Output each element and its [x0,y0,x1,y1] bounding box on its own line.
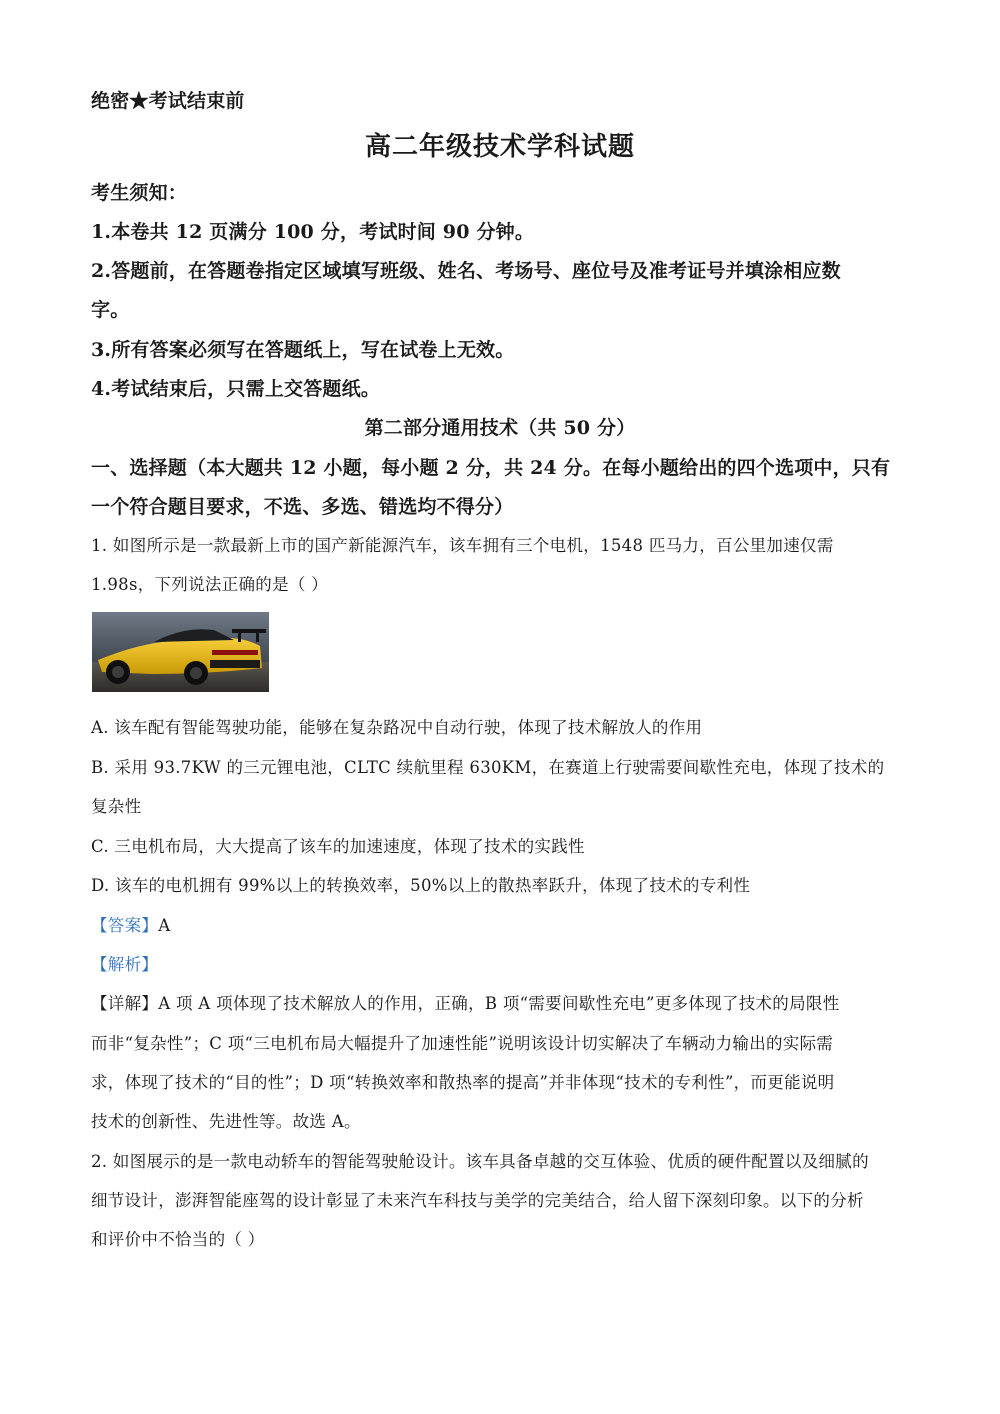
q2-stem-line-1: 2. 如图展示的是一款电动轿车的智能驾驶舱设计。该车具备卓越的交互体验、优质的硬件配置以及细腻的 [91,1152,869,1171]
q1-option-c: C. 三电机布局，大大提高了该车的加速速度，体现了技术的实践性 [91,837,585,856]
choice-heading-line-1: 一、选择题（本大题共 12 小题，每小题 2 分，共 24 分。在每小题给出的四个选项中，只有 [91,457,891,479]
notice-item-3: 3.所有答案必须写在答题纸上，写在试卷上无效。 [91,339,515,361]
secret-mark: 绝密★考试结束前 [91,90,245,112]
notice-item-2-line-2: 字。 [91,299,130,321]
q1-detail-line-4: 技术的创新性、先进性等。故选 A。 [91,1112,361,1131]
q1-detail-line-3: 求，体现了技术的“目的性”；D 项“转换效率和散热率的提高”并非体现“技术的专利性”，而更能说明 [91,1073,835,1092]
notice-heading: 考生须知： [91,182,188,204]
q1-option-a: A. 该车配有智能驾驶功能，能够在复杂路况中自动行驶，体现了技术解放人的作用 [91,718,703,737]
notice-item-2-line-1: 2.答题前，在答题卷指定区域填写班级、姓名、考场号、座位号及准考证号并填涂相应数 [91,260,841,282]
q2-stem-line-2: 细节设计，澎湃智能座驾的设计彰显了未来汽车科技与美学的完美结合，给人留下深刻印象。以下的分析 [91,1191,864,1210]
q2-stem-line-3: 和评价中不恰当的（ ） [91,1230,265,1249]
choice-heading-line-2: 一个符合题目要求，不选、多选、错选均不得分） [91,496,514,518]
q1-answer [91,912,170,936]
q1-option-b-line-1: B. 采用 93.7KW 的三元锂电池，CLTC 续航里程 630KM，在赛道上行驶需要间歇性充电，体现了技术的 [91,758,885,777]
q1-option-d: D. 该车的电机拥有 99%以上的转换效率，50%以上的散热率跃升，体现了技术的专利性 [91,876,751,895]
notice-item-4: 4.考试结束后，只需上交答题纸。 [91,378,381,400]
q1-stem-line-2: 1.98s，下列说法正确的是（ ） [91,575,329,594]
page-title: 高二年级技术学科试题 [364,132,635,162]
analysis-label: 【解析】 [91,955,159,974]
part-title: 第二部分通用技术（共 50 分） [364,417,636,439]
q1-detail-line-1: 【详解】A 项 A 项体现了技术解放人的作用，正确，B 项“需要间歇性充电”更多体现了技术的局限性 [91,994,840,1013]
q1-option-b-line-2: 复杂性 [91,797,142,816]
notice-item-1: 1.本卷共 12 页满分 100 分，考试时间 90 分钟。 [91,221,535,243]
q1-stem-line-1: 1. 如图所示是一款最新上市的国产新能源汽车，该车拥有三个电机，1548 匹马力，百公里加速仅需 [91,536,834,555]
q1-car-image [92,612,269,692]
answer-value: A [158,916,171,935]
q1-detail-line-2: 而非“复杂性”；C 项“三电机布局大幅提升了加速性能”说明该设计切实解决了车辆动力输出的实际需 [91,1034,834,1053]
answer-label: 【答案】 [91,916,159,935]
